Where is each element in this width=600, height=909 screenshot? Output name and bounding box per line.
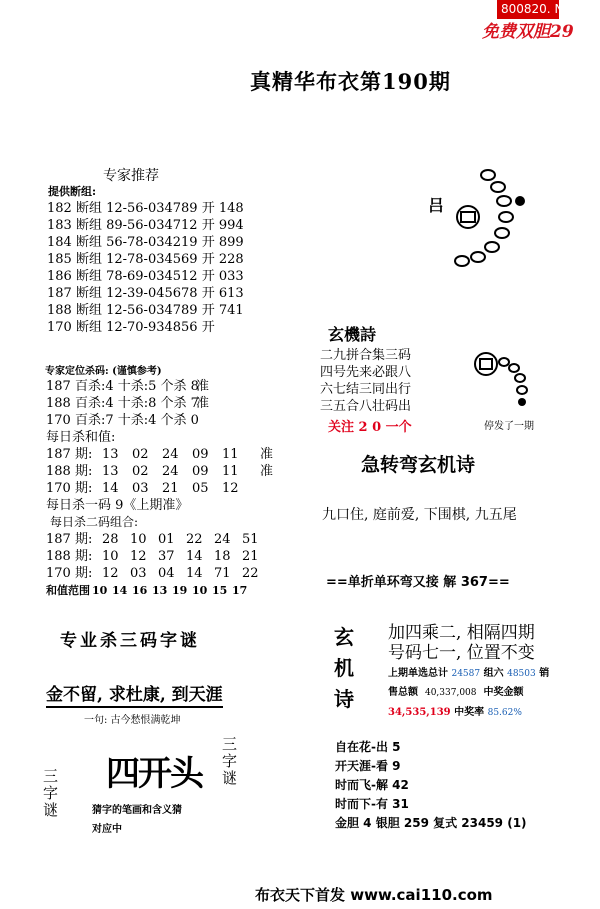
- mystic-line-1: 加四乘二, 相隔四期: [388, 623, 535, 643]
- list-item: 自在花-出 5: [335, 740, 401, 754]
- footer: 布衣天下首发 www.cai110.com: [255, 886, 493, 904]
- list-item: 时而下-有 31: [335, 797, 409, 811]
- riddle-main: 金不留, 求杜康, 到天涯: [46, 680, 223, 708]
- stats-line-1: 上期单选总计 24587 组六 48503 销: [388, 668, 550, 679]
- list-item: 开天涯-看 9: [335, 759, 401, 773]
- poem-line: 三五合八壮码出: [320, 399, 412, 414]
- poem-line: 二九拼合集三码: [320, 348, 412, 363]
- bead-chain-illustration: [426, 165, 530, 277]
- list-item: 183 断组 89-56-034712 开 994: [47, 218, 244, 233]
- page-title: 真精华布衣第190期: [250, 69, 451, 94]
- poem-title: 玄機詩: [328, 325, 377, 344]
- poem-line: 四号先来必跟八: [320, 365, 412, 380]
- table-row: 187 期: 13 02 24 09 11 准: [46, 447, 274, 462]
- riddle-hint: 一句: 古今愁恨满乾坤: [84, 715, 181, 726]
- list-item: 金胆 4 银胆 259 复式 23459 (1): [335, 816, 527, 830]
- three-word-left: 三字谜: [43, 767, 59, 819]
- table-row: 170 期: 14 03 21 05 12: [46, 481, 239, 496]
- single-double-line: ==单折单环弯又接 解 367==: [326, 575, 510, 590]
- table-row: 187 百杀:4 十杀:5 个杀 8 准: [46, 379, 210, 394]
- list-item: 185 断组 12-78-034569 开 228: [47, 252, 244, 267]
- poem-box: [318, 322, 430, 435]
- range-row: 和值范围 10 14 16 13 19 10 15 17: [46, 584, 248, 597]
- list-item: 184 断组 56-78-034219 开 899: [47, 235, 244, 250]
- group-list: [47, 200, 244, 336]
- table-row: 170 百杀:7 十杀:4 个杀 0: [46, 413, 199, 428]
- table-row: 188 期: 13 02 24 09 11 准: [46, 464, 274, 479]
- table-row: 188 期: 10 12 37 14 18 21: [46, 549, 259, 564]
- table-row: 170 期: 12 03 04 14 71 22: [46, 566, 259, 581]
- list-item: 187 断组 12-39-045678 开 613: [47, 286, 244, 301]
- expert-subtitle: 提供断组:: [48, 185, 97, 198]
- expert-title: 专家推荐: [103, 168, 159, 184]
- one-code: 每日杀一码 9《上期准》: [46, 498, 189, 513]
- svg-text:吕: 吕: [428, 196, 445, 215]
- stats-line-2: 售总额 40,337,008 中奖金额: [388, 687, 524, 698]
- poem-line: 六七结三同出行: [320, 382, 412, 397]
- turn-title: 急转弯玄机诗: [361, 454, 476, 476]
- mystic-line-2: 号码七一, 位置不变: [388, 643, 535, 663]
- turn-line: 九口住, 庭前爱, 下围棋, 九五尾: [322, 507, 517, 523]
- three-word-right: 三字谜: [222, 735, 238, 787]
- big-riddle-word: 四开头: [106, 754, 202, 794]
- site-badge: 800820. NET: [497, 0, 559, 19]
- poem-focus: 关注 2 0 一个: [328, 420, 412, 435]
- kill-title: 专家定位杀码: (谨慎参考): [45, 366, 162, 377]
- list-item: 188 断组 12-56-034789 开 741: [47, 303, 244, 318]
- list-item: 186 断组 78-69-034512 开 033: [47, 269, 244, 284]
- riddle-hint-b: 对应中: [92, 824, 122, 835]
- stats-line-3: 34,535,139 中奖率 85.62%: [388, 707, 522, 718]
- table-row: 187 期: 28 10 01 22 24 51: [46, 532, 259, 547]
- list-item: 170 断组 12-70-934856 开: [47, 320, 215, 335]
- list-item: 时而飞-解 42: [335, 778, 409, 792]
- coin-chain-illustration: [470, 342, 540, 410]
- stop-label: 停发了一期: [484, 421, 534, 432]
- kill-list: [46, 378, 273, 599]
- riddle-hint-a: 猜字的笔画和含义猜: [92, 805, 182, 816]
- code-list: [335, 738, 527, 833]
- list-item: 182 断组 12-56-034789 开 148: [47, 201, 244, 216]
- riddle-title: 专业杀三码字谜: [60, 631, 200, 651]
- sum-title: 每日杀和值:: [46, 430, 116, 445]
- free-tag: 免费双胆29: [482, 22, 574, 42]
- table-row: 188 百杀:4 十杀:8 个杀 7 准: [46, 396, 210, 411]
- vertical-poem-label: 玄机诗: [334, 625, 354, 711]
- two-code-title: 每日杀二码组合:: [50, 515, 139, 529]
